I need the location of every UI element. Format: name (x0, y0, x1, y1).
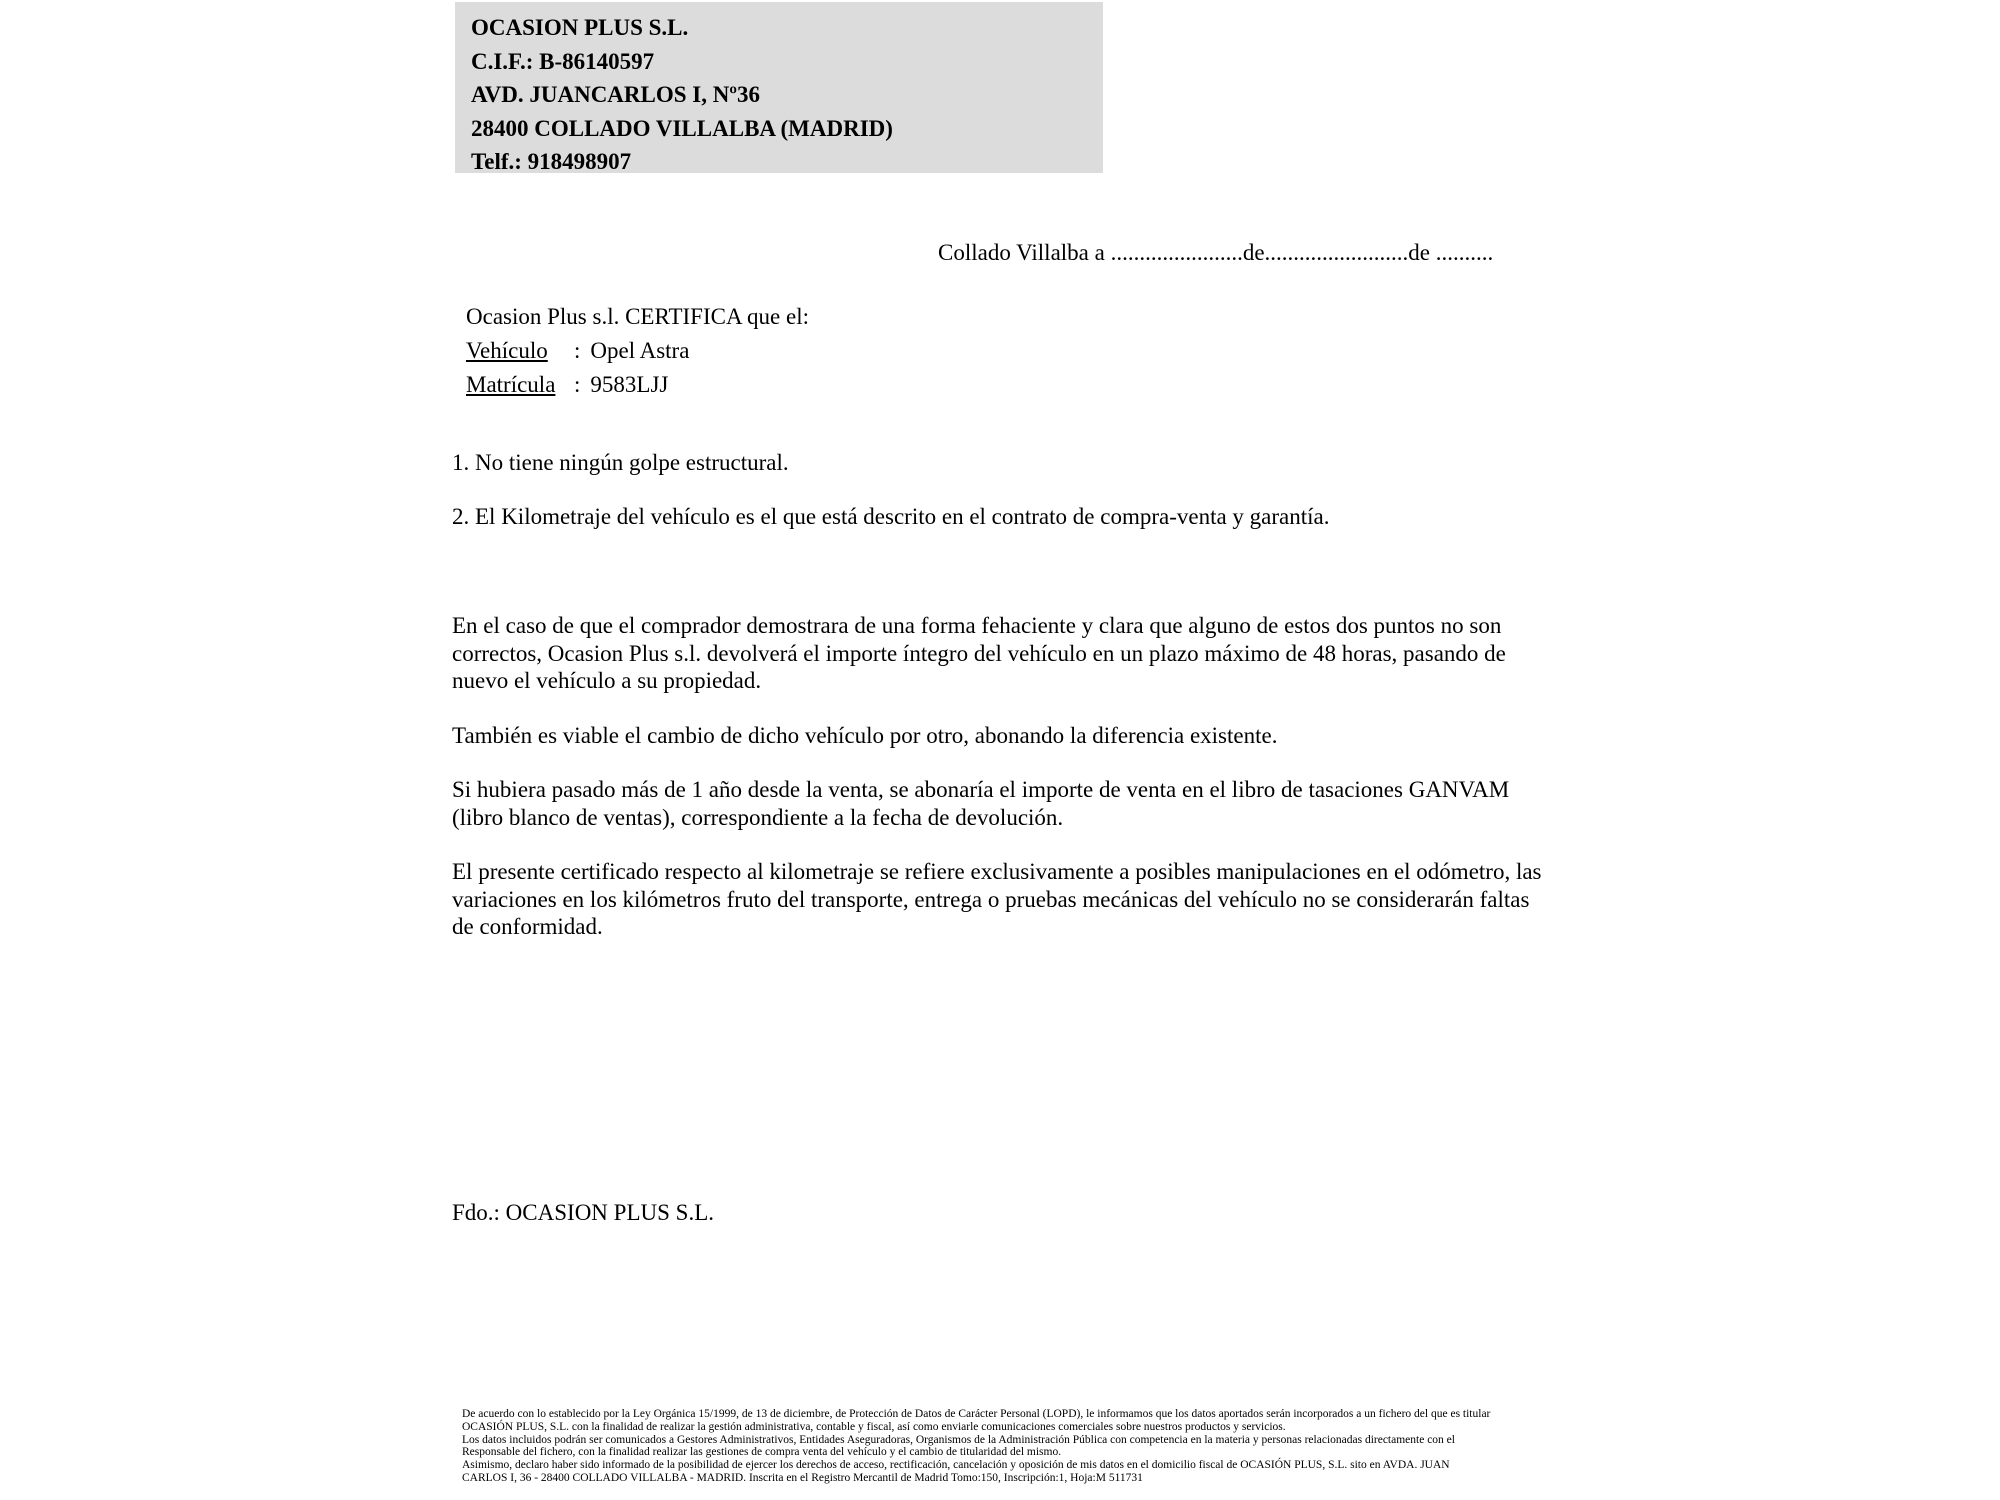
point-1: 1. No tiene ningún golpe estructural. (452, 450, 789, 475)
body-paragraphs (452, 612, 1542, 968)
paragraph-exchange: También es viable el cambio de dicho vehículo por otro, abonando la diferencia existente. (452, 722, 1278, 748)
legal-line: CARLOS I, 36 - 28400 COLLADO VILLALBA - MADRID. Inscrita en el Registro Mercantil de Madrid Tomo:150, Inscripción:1, Hoja:M 511731 (462, 1471, 1143, 1484)
plate-label: Matrícula (466, 372, 556, 397)
plate-value: 9583LJJ (590, 372, 669, 397)
vehicle-value: Opel Astra (590, 338, 690, 363)
company-city: 28400 COLLADO VILLALBA (MADRID) (471, 115, 893, 141)
plate-field (466, 368, 809, 402)
date-line: Collado Villalba a .......................de.........................de .......... (938, 240, 1494, 265)
paragraph-refund: En el caso de que el comprador demostrara de una forma fehaciente y clara que alguno de estos dos puntos no son correctos, Ocasion Plus s.l. devolverá el importe íntegro del vehículo en un plazo máximo de 48 horas, pasando de nuevo el vehículo a su propiedad. (452, 613, 1506, 693)
vehicle-separator: : (574, 338, 581, 363)
legal-line: Los datos incluidos podrán ser comunicados a Gestores Administrativos, Entidades Aseguradoras, Organismos de la Administración Pública con competencia en la materia y personas relacionadas directamente con el (462, 1433, 1455, 1446)
company-cif: C.I.F.: B-86140597 (471, 48, 655, 74)
legal-line: Asimismo, declaro haber sido informado de la posibilidad de ejercer los derechos de acceso, rectificación, cancelación y oposición de mis datos en el domicilio fiscal de OCASIÓN PLUS, S.L. sito en AVDA. JUAN (462, 1459, 1450, 1471)
paragraph-ganvam: Si hubiera pasado más de 1 año desde la venta, se abonaría el importe de venta en el libro de tasaciones GANVAM (libro blanco de ventas), correspondiente a la fecha de devolución. (452, 777, 1510, 830)
certificate-block (466, 300, 809, 402)
legal-line: OCASIÓN PLUS, S.L. con la finalidad de realizar la gestión administrativa, contable y fiscal, así como enviarle comunicaciones comerciales sobre nuestros productos y servicios. (462, 1420, 1286, 1433)
company-name: OCASION PLUS S.L. (471, 15, 689, 40)
legal-line: Responsable del fichero, con la finalidad realizar las gestiones de compra venta del vehículo y el cambio de titularidad del mismo. (462, 1446, 1062, 1459)
legal-line: De acuerdo con lo establecido por la Ley Orgánica 15/1999, de 13 de diciembre, de Protección de Datos de Carácter Personal (LOPD), le informamos que los datos aportados serán incorporados a un fichero del que es titular (462, 1408, 1491, 1420)
company-address: AVD. JUANCARLOS I, Nº36 (471, 82, 760, 107)
legal-footer (462, 1408, 1552, 1485)
plate-separator: : (574, 372, 581, 397)
company-header-box (455, 2, 1103, 173)
vehicle-field (466, 334, 809, 368)
certified-points (452, 450, 1329, 558)
signature-line: Fdo.: OCASION PLUS S.L. (452, 1200, 714, 1225)
company-phone: Telf.: 918498907 (471, 149, 632, 174)
point-2: 2. El Kilometraje del vehículo es el que está descrito en el contrato de compra-venta y garantía. (452, 504, 1330, 529)
vehicle-label: Vehículo (466, 338, 548, 363)
certificate-intro: Ocasion Plus s.l. CERTIFICA que el: (466, 304, 809, 329)
paragraph-odometer: El presente certificado respecto al kilometraje se refiere exclusivamente a posibles manipulaciones en el odómetro, las variaciones en los kilómetros fruto del transporte, entrega o pruebas mecánicas del vehículo no se considerarán faltas de conformidad. (452, 859, 1542, 939)
